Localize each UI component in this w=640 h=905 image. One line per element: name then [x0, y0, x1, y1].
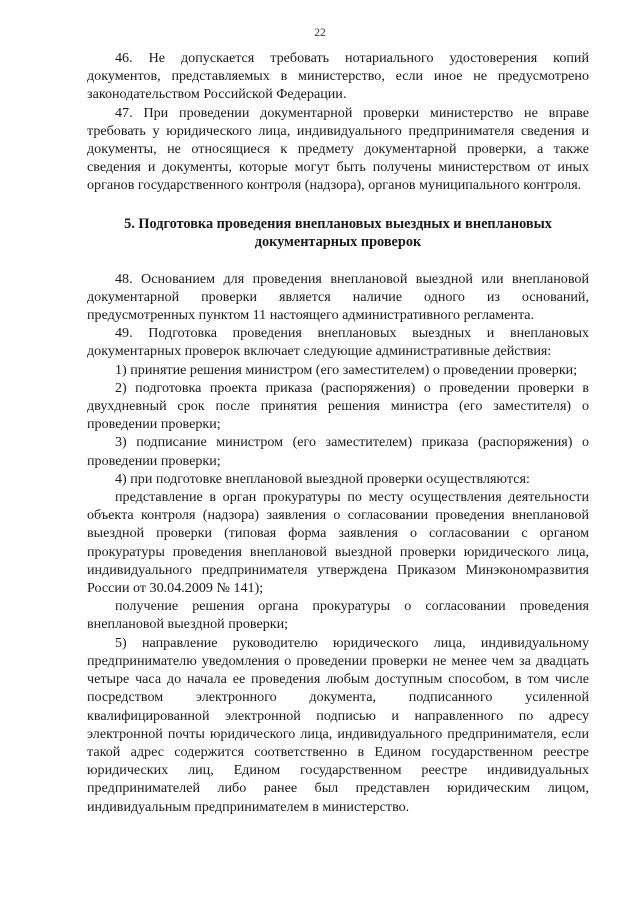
sub-item-prosecutor-decision: получение решения органа прокуратуры о согласовании проведения внеплановой выездной проверки;	[87, 598, 589, 633]
page-content	[87, 49, 589, 816]
paragraph-48: 48. Основанием для проведения внеплановой выездной или внеплановой документарной проверки является наличие одного из оснований, предусмотренных пунктом 11 настоящего административного регламента.	[87, 270, 589, 324]
sub-item-prosecutor-application: представление в орган прокуратуры по месту осуществления деятельности объекта контроля (надзора) заявления о согласовании проведения внеплановой выездной проверки (типовая форма заявления о согласовании с органом прокуратуры проведения внеплановой выездной проверки юридического лица, индивидуального предпринимателя утверждена Приказом Минэкономразвития России от 30.04.2009 № 141);	[87, 489, 589, 597]
list-item-3: 3) подписание министром (его заместителем) приказа (распоряжения) о проведении проверки;	[87, 434, 589, 469]
list-item-2: 2) подготовка проекта приказа (распоряжения) о проведении проверки в двухдневный срок после принятия решения министра (его заместителя) о проведении проверки;	[87, 379, 589, 433]
list-item-5: 5) направление руководителю юридического лица, индивидуальному предпринимателю уведомления о проведении проверки не менее чем за двадцать четыре часа до начала ее проведения любым доступным способом, в том числе посредством электронного документа, подписанного усиленной квалифицированной электронной подписью и направленного по адресу электронной почты юридического лица, индивидуального предпринимателя, если такой адрес содержится соответственно в Едином государственном реестре юридических лиц, Едином государственном реестре индивидуальных предпринимателей либо ранее был представлен юридическим лицом, индивидуальным предпринимателем в министерство.	[87, 634, 589, 815]
paragraph-49: 49. Подготовка проведения внеплановых выездных и внеплановых документарных проверок включает следующие административные действия:	[87, 325, 589, 360]
paragraph-47: 47. При проведении документарной проверки министерство не вправе требовать у юридического лица, индивидуального предпринимателя сведения и документы, не относящиеся к предмету документарной проверки, а также сведения и документы, которые могут быть получены министерством от иных органов государственного контроля (надзора), органов муниципального контроля.	[87, 104, 589, 194]
page-number: 22	[314, 27, 326, 39]
list-item-4: 4) при подготовке внеплановой выездной проверки осуществляются:	[115, 470, 530, 487]
section-heading: 5. Подготовка проведения внеплановых выездных и внеплановых документарных проверок	[124, 215, 552, 251]
paragraph-46: 46. Не допускается требовать нотариального удостоверения копий документов, представляемых в министерство, если иное не предусмотрено законодательством Российской Федерации.	[87, 50, 589, 103]
list-item-1: 1) принятие решения министром (его заместителем) о проведении проверки;	[115, 361, 578, 378]
